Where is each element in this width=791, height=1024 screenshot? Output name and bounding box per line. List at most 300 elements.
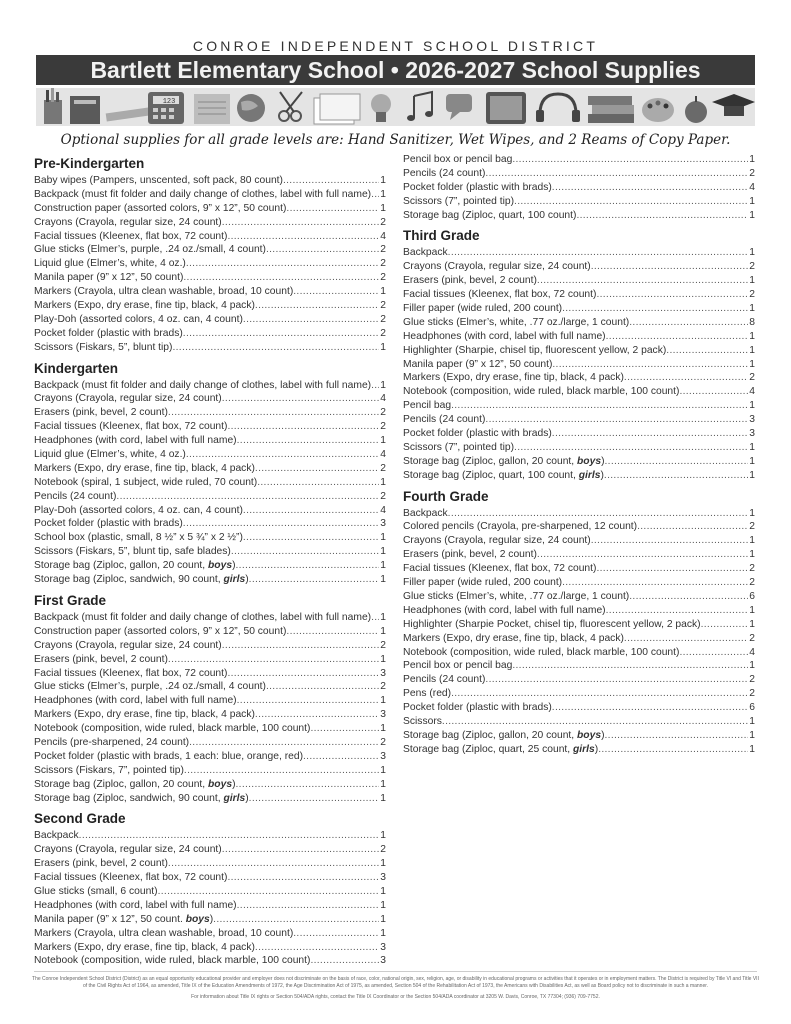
supply-item: [34, 639, 386, 653]
dot-leader: [605, 455, 749, 469]
supply-name-text: Highlighter (Sharpie Pocket, chisel tip, fluorescent yellow, 2 pack): [403, 618, 701, 630]
supply-name: [34, 285, 293, 299]
supply-name-text: Erasers (pink, bevel, 2 count): [403, 549, 537, 561]
supply-name: [403, 632, 624, 646]
supply-name: [403, 302, 562, 316]
supply-item: [403, 534, 755, 548]
supply-name-emphasis: girls: [578, 469, 601, 481]
supply-name: [34, 271, 183, 285]
supply-item: [34, 531, 386, 545]
supply-quantity: 1: [380, 927, 386, 939]
supply-name-text: Pencils (24 count): [403, 167, 486, 179]
supply-name: [403, 590, 629, 604]
supply-item: [403, 441, 755, 455]
supply-item: [34, 625, 386, 639]
supply-item: [34, 420, 386, 434]
supply-item: [34, 230, 386, 244]
supply-item: [34, 871, 386, 885]
supply-name: [403, 687, 451, 701]
supply-item: [34, 285, 386, 299]
dot-leader: [255, 299, 379, 313]
supply-quantity: 3: [380, 518, 386, 530]
supply-quantity: 1: [749, 743, 755, 755]
supply-name-text: Scissors: [403, 715, 442, 727]
supply-name: [34, 708, 255, 722]
supply-item: [34, 680, 386, 694]
supply-name: [34, 639, 222, 653]
supply-item: [34, 857, 386, 871]
supply-quantity: 2: [380, 407, 386, 419]
supply-name-text: Notebook (composition, wide ruled, black marble, 100 count): [34, 723, 311, 735]
title-ix-contact: For information about Title IX rights or Section 504/ADA rights, contact the Title IX Coordinator or the Section 504/ADA coordinator at 3205 W. Davis, Conroe, TX 77304; (936) 709-7752.: [191, 994, 600, 1000]
supply-quantity: 3: [380, 750, 386, 762]
supply-name-text: Construction paper (assorted colors, 9” x 12”, 50 count): [34, 202, 287, 214]
supply-name: [34, 764, 184, 778]
supply-quantity: 2: [380, 216, 386, 228]
supply-item: [403, 659, 755, 673]
supply-name: [34, 885, 158, 899]
supply-quantity: 1: [380, 202, 386, 214]
dot-leader: [666, 344, 748, 358]
dot-leader: [451, 687, 748, 701]
supply-item: [34, 722, 386, 736]
supply-quantity: 1: [380, 913, 386, 925]
supply-quantity: 1: [380, 611, 386, 623]
supply-name-text: Headphones (with cord, label with full name): [403, 604, 606, 616]
dot-leader: [286, 202, 379, 216]
dot-leader: [283, 174, 379, 188]
dot-leader: [591, 534, 749, 548]
dot-leader: [168, 406, 379, 420]
dot-leader: [236, 778, 380, 792]
supply-quantity: 1: [749, 303, 755, 315]
dot-leader: [257, 476, 379, 490]
supply-quantity: 2: [749, 167, 755, 179]
supply-item: [403, 715, 755, 729]
supply-name-text: Glue sticks (Elmer’s, white, .77 oz./large, 1 count): [403, 316, 630, 328]
supply-item: [34, 573, 386, 587]
supply-name-text: Storage bag (Ziploc, quart, 25 count,: [403, 743, 573, 755]
supply-name-text: Pencil bag: [403, 400, 452, 412]
supply-name: [403, 562, 596, 576]
dot-leader: [184, 764, 379, 778]
supply-item: [403, 302, 755, 316]
supply-name: [403, 743, 598, 757]
supply-name: [34, 573, 249, 587]
supply-name-tail: ): [232, 778, 236, 790]
dot-leader: [442, 715, 748, 729]
supply-name-text: Glue sticks (Elmer’s, purple, .24 oz./small, 4 count): [34, 244, 266, 256]
supply-quantity: 1: [749, 469, 755, 481]
supply-name-text: Markers (Expo, dry erase, fine tip, black, 4 pack): [34, 462, 255, 474]
supply-name: [34, 750, 303, 764]
supply-item: [34, 202, 386, 216]
supply-name: [34, 313, 243, 327]
dot-leader: [186, 448, 379, 462]
supply-item: [34, 299, 386, 313]
supply-name-text: Markers (Crayola, ultra clean washable, broad, 10 count): [34, 927, 294, 939]
dot-leader: [237, 434, 380, 448]
dot-leader: [183, 271, 379, 285]
dot-leader: [266, 243, 379, 257]
dot-leader: [591, 260, 749, 274]
supply-name: [34, 927, 293, 941]
dot-leader: [183, 517, 379, 531]
supply-name: [403, 246, 448, 260]
supply-quantity: 4: [380, 393, 386, 405]
supply-quantity: 1: [380, 560, 386, 572]
supply-name: [403, 659, 512, 673]
supply-name-text: Scissors (7”, pointed tip): [403, 195, 515, 207]
supply-name-text: Glue sticks (Elmer’s, white, .77 oz./large, 1 count): [403, 590, 630, 602]
supply-item: [34, 899, 386, 913]
supply-name: [403, 153, 512, 167]
dot-leader: [552, 427, 748, 441]
supply-name: [403, 167, 485, 181]
dot-leader: [451, 399, 748, 413]
supply-quantity: 2: [380, 736, 386, 748]
supply-name-tail: ): [594, 743, 599, 755]
supply-quantity: 4: [380, 449, 386, 461]
dot-leader: [514, 441, 748, 455]
supply-name-tail: ): [245, 792, 249, 804]
supply-name-text: Headphones (with cord, label with full name): [34, 899, 237, 911]
supply-name-text: Notebook (composition, wide ruled, black marble, 100 count): [34, 955, 311, 967]
supply-item: [403, 687, 755, 701]
dot-leader: [237, 899, 380, 913]
supply-quantity: 4: [380, 230, 386, 242]
supply-name-text: Colored pencils (Crayola, pre-sharpened, 12 count): [403, 521, 638, 533]
supply-name: [34, 611, 371, 625]
grade-heading-pre-kindergarten: Pre-Kindergarten: [34, 156, 145, 171]
supply-name: [34, 230, 227, 244]
supply-name: [34, 257, 186, 271]
supply-name-text: Filler paper (wide ruled, 200 count): [403, 577, 563, 589]
supply-name-text: Pencil box or pencil bag: [403, 154, 513, 165]
dot-leader: [158, 885, 380, 899]
supply-item: [403, 385, 755, 399]
dot-leader: [485, 673, 748, 687]
supply-name-text: Scissors (Fiskars, 5”, blunt tip, safe blades): [34, 546, 231, 558]
dot-leader: [605, 729, 749, 743]
supply-quantity: 2: [749, 563, 755, 575]
supply-quantity: 1: [749, 604, 755, 616]
supply-quantity: 2: [380, 244, 386, 256]
supply-item: [403, 455, 755, 469]
supply-quantity: 4: [749, 646, 755, 658]
supply-name-text: Scissors (Fiskars, 7”, pointed tip): [34, 764, 184, 776]
district-name: CONROE INDEPENDENT SCHOOL DISTRICT: [192, 38, 599, 54]
supply-quantity: 1: [380, 858, 386, 870]
supply-item: [34, 764, 386, 778]
nondiscrimination-statement: The Conroe Independent School District (District) as an equal opportunity educational provider and employer does not discriminate on the basis of race, color, national origin, sex, religion, age, or disability in educational programs or activities that it operates or in employment matters. The District is required by Title VI and Title VII of the Civil Rights Act of 1964, as amended, Title IX of the Education Amendments of 1972, the Age Discrimination Act of 1975, as amended, Section 504 of the Rehabilitation Act of 1973, the Americans with Disabilities Act, as well as Board policy not to discriminate in such a manner.: [32, 976, 759, 989]
supply-quantity: 1: [380, 885, 386, 897]
supply-quantity: 3: [380, 955, 386, 967]
dot-leader: [629, 590, 748, 604]
supply-name: [34, 531, 243, 545]
supply-name-text: Markers (Crayola, ultra clean washable, broad, 10 count): [34, 286, 294, 298]
supply-item: [403, 316, 755, 330]
supply-name-text: Construction paper (assorted colors, 9” x 12”, 50 count): [34, 625, 287, 637]
dot-leader: [249, 573, 380, 587]
supply-item: [34, 736, 386, 750]
supply-quantity: 1: [749, 455, 755, 467]
supply-name: [403, 316, 629, 330]
dot-leader: [562, 302, 748, 316]
supply-item: [34, 257, 386, 271]
supply-name: [403, 441, 514, 455]
supply-name: [34, 448, 186, 462]
dot-leader: [231, 545, 379, 559]
supply-name-text: Crayons (Crayola, regular size, 24 count): [34, 639, 222, 651]
supply-quantity: 1: [380, 830, 386, 842]
supply-item: [34, 517, 386, 531]
supply-name: [403, 701, 552, 715]
supply-quantity: 1: [380, 532, 386, 544]
supply-item: [34, 392, 386, 406]
dot-leader: [249, 792, 380, 806]
supply-quantity: 3: [380, 872, 386, 884]
dot-leader: [189, 736, 379, 750]
supply-quantity: 1: [749, 441, 755, 453]
supply-name: [403, 618, 701, 632]
supply-quantity: 1: [749, 660, 755, 672]
supply-name-tail: ): [232, 560, 236, 572]
supply-quantity: 4: [380, 504, 386, 516]
supply-quantity: 1: [380, 653, 386, 665]
supply-name-text: Facial tissues (Kleenex, flat box, 72 count): [403, 289, 597, 301]
dot-leader: [286, 625, 379, 639]
supply-item: [403, 330, 755, 344]
dot-leader: [448, 246, 749, 260]
supply-quantity: 2: [380, 327, 386, 339]
supply-name: [34, 504, 243, 518]
dot-leader: [606, 330, 749, 344]
supply-name: [34, 420, 227, 434]
dot-leader: [227, 871, 379, 885]
dot-leader: [537, 548, 748, 562]
supply-name: [403, 469, 604, 483]
supply-name: [403, 260, 591, 274]
dot-leader: [227, 667, 379, 681]
supply-name: [34, 653, 168, 667]
supply-quantity: 1: [380, 175, 386, 186]
page-title: Bartlett Elementary School • 2026-2027 School Supplies: [36, 55, 755, 85]
supply-name-text: Erasers (pink, bevel, 2 count): [34, 858, 168, 870]
supply-item: [34, 708, 386, 722]
supply-quantity: 2: [380, 490, 386, 502]
supply-name: [403, 576, 562, 590]
supply-name: [34, 379, 371, 393]
supply-name-text: Pocket folder (plastic with brads): [403, 702, 552, 714]
supply-name-text: Markers (Expo, dry erase, fine tip, black, 4 pack): [403, 372, 624, 384]
supply-quantity: 1: [749, 195, 755, 207]
supply-quantity: 2: [380, 272, 386, 284]
supply-name-text: Storage bag (Ziploc, sandwich, 90 count,: [34, 792, 224, 804]
dot-leader: [310, 722, 379, 736]
supply-name-text: Baby wipes (Pampers, unscented, soft pack, 80 count): [34, 175, 283, 186]
supply-name: [403, 344, 666, 358]
supply-name-text: Pencil box or pencil bag: [403, 660, 513, 672]
supply-name: [403, 358, 552, 372]
supply-item: [34, 504, 386, 518]
supply-name: [34, 188, 371, 202]
supply-name: [34, 941, 255, 955]
supply-item: [34, 559, 386, 573]
supply-item: [34, 750, 386, 764]
supply-name-text: Headphones (with cord, label with full name): [403, 330, 606, 342]
right-column: [403, 153, 755, 757]
supply-quantity: 1: [380, 764, 386, 776]
supply-item: [403, 507, 755, 521]
supply-quantity: 1: [380, 625, 386, 637]
supply-name: [34, 202, 286, 216]
supply-name-text: Pocket folder (plastic with brads): [34, 327, 183, 339]
supply-name-text: Highlighter (Sharpie, chisel tip, fluorescent yellow, 2 pack): [403, 344, 667, 356]
supply-quantity: 4: [749, 181, 755, 193]
supply-name-text: Markers (Expo, dry erase, fine tip, black, 4 pack): [34, 941, 255, 953]
supply-name-text: Facial tissues (Kleenex, flat box, 72 count): [34, 230, 228, 242]
supply-item: [34, 778, 386, 792]
supply-name-emphasis: boys: [208, 560, 233, 572]
svg-text:123: 123: [162, 98, 176, 106]
supply-name: [34, 327, 183, 341]
dot-leader: [485, 413, 748, 427]
supply-name-emphasis: boys: [577, 455, 602, 467]
supply-item: [403, 167, 755, 181]
dot-leader: [243, 313, 379, 327]
supply-item: [34, 667, 386, 681]
supply-item: [403, 153, 755, 167]
supply-quantity: 2: [749, 289, 755, 301]
dot-leader: [371, 188, 379, 202]
dot-leader: [255, 462, 379, 476]
supply-name: [34, 722, 310, 736]
supply-quantity: 3: [749, 428, 755, 440]
supply-item: [34, 327, 386, 341]
dot-leader: [243, 531, 379, 545]
supply-item: [403, 195, 755, 209]
supply-quantity: 1: [749, 154, 755, 165]
grade-heading-kindergarten: Kindergarten: [34, 360, 119, 376]
supply-item: [403, 562, 755, 576]
supply-name-text: Headphones (with cord, label with full name): [34, 695, 237, 707]
supply-item: [403, 246, 755, 260]
supply-name-text: Glue sticks (Elmer’s, purple, .24 oz./small, 4 count): [34, 681, 266, 693]
supply-quantity: 2: [749, 372, 755, 384]
supply-quantity: 1: [380, 435, 386, 447]
supply-item: [403, 469, 755, 483]
dot-leader: [576, 209, 748, 223]
dot-leader: [448, 507, 749, 521]
supply-name-emphasis: girls: [573, 743, 595, 755]
supply-name-text: Notebook (composition, wide ruled, black marble, 100 count): [403, 386, 680, 398]
supply-name: [34, 490, 116, 504]
supply-item: [403, 260, 755, 274]
supply-name: [403, 209, 576, 223]
dot-leader: [512, 659, 748, 673]
dot-leader: [168, 653, 379, 667]
supply-quantity: 1: [749, 209, 755, 221]
supply-name: [34, 625, 286, 639]
supply-name-text: Storage bag (Ziploc, sandwich, 90 count,: [34, 574, 224, 586]
supply-item: [34, 927, 386, 941]
dot-leader: [514, 195, 748, 209]
supply-name: [403, 729, 605, 743]
dot-leader: [371, 379, 379, 393]
supply-name-emphasis: boys: [185, 913, 210, 925]
supply-quantity: 1: [380, 574, 386, 586]
supply-item: [403, 399, 755, 413]
supply-item: [34, 243, 386, 257]
supply-quantity: 6: [749, 702, 755, 714]
supply-name-text: Facial tissues (Kleenex, flat box, 72 count): [34, 667, 228, 679]
supply-name-tail: ): [209, 913, 214, 925]
dot-leader: [213, 913, 379, 927]
supply-name: [34, 857, 168, 871]
supply-quantity: 2: [749, 674, 755, 686]
supply-name-text: Crayons (Crayola, regular size, 24 count): [34, 393, 222, 405]
supply-name: [403, 548, 537, 562]
supply-item: [34, 913, 386, 927]
supply-item: [403, 632, 755, 646]
supply-name-text: Storage bag (Ziploc, gallon, 20 count,: [34, 560, 209, 572]
supply-item: [34, 448, 386, 462]
supply-item: [34, 792, 386, 806]
dot-leader: [303, 750, 379, 764]
supply-item: [403, 618, 755, 632]
dot-leader: [562, 576, 748, 590]
supply-name-text: Liquid glue (Elmer’s, white, 4 oz.): [34, 449, 186, 461]
grade-heading-third-grade: Third Grade: [403, 228, 480, 244]
supply-name-text: Erasers (pink, bevel, 2 count): [34, 407, 168, 419]
supply-name-text: Crayons (Crayola, regular size, 24 count): [403, 535, 591, 547]
supply-name: [34, 243, 266, 257]
supply-name-text: Crayons (Crayola, regular size, 24 count): [403, 261, 591, 273]
supply-name-text: Facial tissues (Kleenex, flat box, 72 count): [34, 421, 228, 433]
supply-quantity: 3: [380, 667, 386, 679]
supply-item: [34, 406, 386, 420]
supply-quantity: 1: [749, 275, 755, 287]
supply-item: [34, 341, 386, 355]
supply-item: [403, 288, 755, 302]
supply-name-text: Manila paper (9” x 12”, 50 count): [34, 272, 184, 284]
supply-item: [34, 829, 386, 843]
supply-name-text: Pocket folder (plastic with brads): [403, 181, 552, 193]
supply-quantity: 2: [380, 681, 386, 693]
supply-name: [403, 604, 606, 618]
supply-item: [34, 174, 386, 188]
supply-quantity: 1: [749, 535, 755, 547]
supply-name: [34, 829, 79, 843]
supply-name: [34, 871, 227, 885]
supply-name-text: Pencils (24 count): [34, 490, 117, 502]
dot-leader: [293, 285, 379, 299]
supply-quantity: 2: [380, 258, 386, 270]
supply-name: [403, 413, 485, 427]
supply-name: [403, 288, 596, 302]
dot-leader: [266, 680, 379, 694]
supply-name-text: Scissors (7”, pointed tip): [403, 441, 515, 453]
dot-leader: [371, 611, 379, 625]
supply-quantity: 1: [749, 400, 755, 412]
supply-quantity: 2: [380, 300, 386, 312]
supply-item: [403, 427, 755, 441]
supply-item: [403, 548, 755, 562]
supply-item: [34, 313, 386, 327]
dot-leader: [236, 559, 380, 573]
supply-item: [403, 646, 755, 660]
